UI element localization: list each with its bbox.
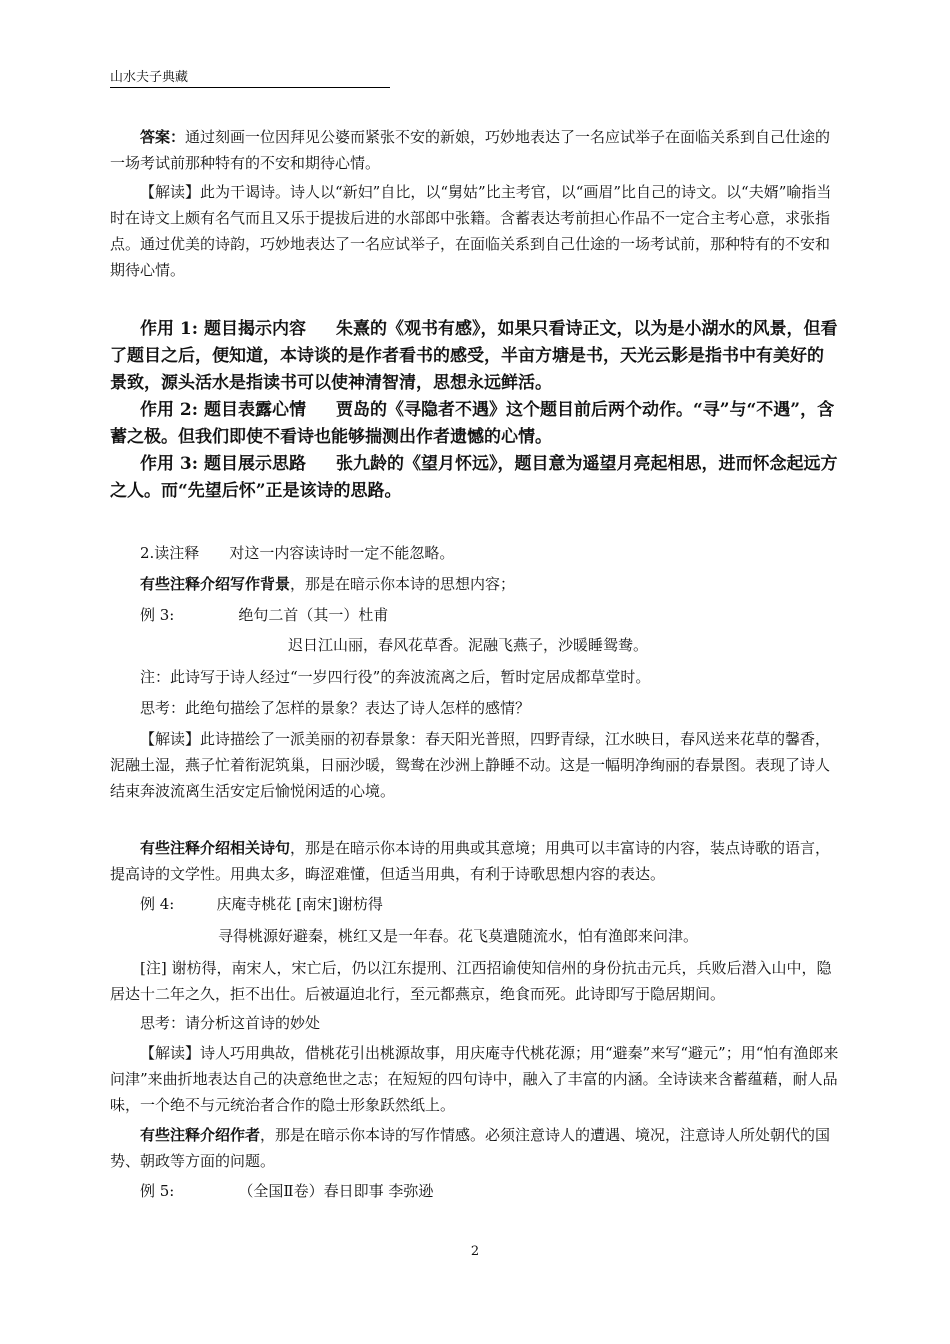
role-label: 作用 1: 题目揭示内容 [140,319,306,339]
note-text: 注：此诗写于诗人经过“一岁四行役”的奔波流离之后，暂时定居成都草堂时。 [140,668,651,686]
answer-paragraph [110,124,840,176]
page-number: 2 [470,1244,480,1259]
example-5-title [110,1178,840,1204]
poem-text: 寻得桃源好避秦，桃红又是一年春。花飞莫遣随流水，怕有渔郎来问津。 [218,927,699,945]
question-text: 思考：此绝句描绘了怎样的景象？表达了诗人怎样的感情？ [140,699,531,717]
background-note-paragraph [110,571,840,597]
example-4-note [110,955,840,1007]
role-label: 作用 3: 题目展示思路 [140,454,306,474]
example-4-question [110,1010,840,1036]
answer-label: 答案： [140,128,186,146]
section-title: 2.读注释 [140,544,200,562]
example-label: 例 4: [140,895,175,913]
example-4-analysis [110,1040,840,1118]
role-text: 朱熹的《观书有感》，如果只看诗正文，以为是小湖水的风景，但看了题目之后，便知道，本诗谈的是作者看书的感受，半亩方塘是书，天光云影是指书中有美好的景致，源头活水是指读书可以使神清智清，思想永远鲜活。 [110,319,838,393]
title-role-1 [110,316,840,397]
analysis-label: 【解读】 [140,730,201,748]
section-desc: 对这一内容读诗时一定不能忽略。 [229,544,455,562]
note-text: [注] 谢枋得，南宋人，宋亡后，仍以江东提刑、江西招谕使知信州的身份抗击元兵，兵败后潜入山中，隐居达十二年之久，拒不出仕。后被逼迫北行，至元都燕京，绝食而死。此诗即写于隐居期间。 [110,959,832,1003]
example-3-title [110,602,840,628]
analysis-text: 此为干谒诗。诗人以“新妇”自比，以“舅姑”比主考官，以“画眉”比自己的诗文。以“夫婿”喻指当时在诗文上颇有名气而且又乐于提拔后进的水部郎中张籍。含蓄表达考前担心作品不一定合主考心意，求张指点。通过优美的诗韵，巧妙地表达了一名应试举子，在面临关系到自己仕途的一场考试前，那种特有的不安和期待心情。 [110,183,832,279]
example-3-analysis [110,726,840,804]
question-text: 思考：请分析这首诗的妙处 [140,1014,321,1032]
bold-lead: 有些注释介绍作者 [140,1126,261,1144]
analysis-text: 此诗描绘了一派美丽的初春景象：春天阳光普照，四野青绿，江水映日，春风送来花草的馨香，泥融土湿，燕子忙着衔泥筑巢，日丽沙暖，鸳鸯在沙洲上静睡不动。这是一幅明净绚丽的春景图。表现了诗人结束奔波流离生活安定后愉悦闲适的心境。 [110,730,831,800]
lead-rest: ，那是在暗示你本诗的写作情感。必须注意诗人的遭遇、境况，注意诗人所处朝代的国势、朝政等方面的问题。 [110,1126,831,1170]
author-note-paragraph [110,1122,840,1174]
role-text: 张九龄的《望月怀远》，题目意为遥望月亮起相思，进而怀念起远方之人。而“先望后怀”正是该诗的思路。 [110,454,838,501]
analysis-paragraph-1 [110,179,840,283]
analysis-label: 【解读】 [140,1044,201,1062]
example-3-poem [110,632,840,658]
lead-rest: ，那是在暗示你本诗的用典或其意境；用典可以丰富诗的内容，装点诗歌的语言，提高诗的文学性。用典太多，晦涩难懂，但适当用典，有利于诗歌思想内容的表达。 [110,839,831,883]
analysis-text: 诗人巧用典故，借桃花引出桃源故事，用庆庵寺代桃花源；用“避秦”来写“避元”；用“怕有渔郎来问津”来曲折地表达自己的决意绝世之志；在短短的四句诗中，融入了丰富的内涵。全诗读来含蓄蕴藉，耐人品味，一个绝不与元统治者合作的隐士形象跃然纸上。 [110,1044,839,1114]
bold-lead: 有些注释介绍写作背景 [140,575,291,593]
poem-title: 庆庵寺桃花 [南宋]谢枋得 [216,895,383,913]
role-label: 作用 2: 题目表露心情 [140,400,306,420]
page-header: 山水夫子典藏 [110,66,390,88]
related-verse-paragraph [110,835,840,887]
example-label: 例 5: [140,1182,175,1200]
lead-rest: ，那是在暗示你本诗的思想内容； [290,575,516,593]
poem-title: （全国Ⅱ卷）春日即事 李弥逊 [238,1182,434,1200]
section-2-heading [110,540,840,566]
example-4-title [110,891,840,917]
example-label: 例 3: [140,606,175,624]
analysis-label: 【解读】 [140,183,201,201]
title-role-2 [110,397,840,451]
poem-title: 绝句二首（其一）杜甫 [238,606,389,624]
bold-lead: 有些注释介绍相关诗句 [140,839,291,857]
example-3-note [110,664,840,690]
example-3-question [110,695,840,721]
role-text: 贾岛的《寻隐者不遇》这个题目前后两个动作。“寻”与“不遇”，含蓄之极。但我们即使不看诗也能够揣测出作者遗憾的心情。 [110,400,835,447]
example-4-poem [110,923,840,949]
answer-text: 通过刻画一位因拜见公婆而紧张不安的新娘，巧妙地表达了一名应试举子在面临关系到自己仕途的一场考试前那种特有的不安和期待心情。 [110,128,831,172]
poem-text: 迟日江山丽，春风花草香。泥融飞燕子，沙暖睡鸳鸯。 [288,636,649,654]
title-role-3 [110,451,840,505]
